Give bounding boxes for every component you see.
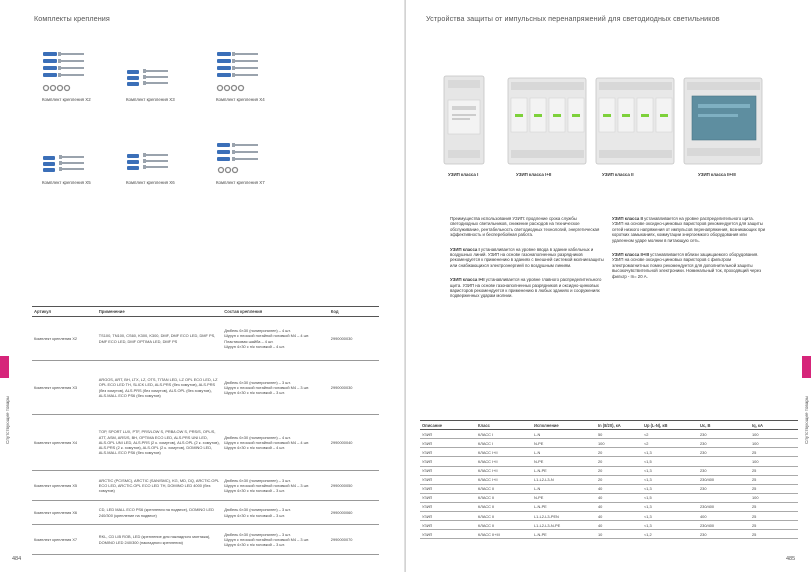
table-cell: 25 bbox=[750, 466, 798, 475]
table-cell: <1,5 bbox=[642, 493, 698, 502]
table-cell: <1,3 bbox=[642, 502, 698, 511]
table-cell: УЗИП bbox=[420, 475, 476, 484]
table-cell: 230/400 bbox=[698, 475, 750, 484]
spd-table-body bbox=[420, 430, 798, 539]
table-row bbox=[420, 475, 798, 484]
table-cell: УЗИП bbox=[420, 466, 476, 475]
composition-line: Шуруп с плоской потайной головкой М4 – 3 шт. bbox=[224, 384, 310, 390]
kit-caption: Комплект крепления X7 bbox=[216, 180, 265, 185]
table-cell: N-PE bbox=[532, 457, 596, 466]
paragraph bbox=[612, 216, 766, 243]
table-cell: УЗИП bbox=[420, 521, 476, 530]
article-cell: Комплект крепления X5 bbox=[32, 471, 97, 501]
column-header: Uc, В bbox=[698, 421, 750, 430]
table-cell: L-N-PE bbox=[532, 502, 596, 511]
kit-x4-image bbox=[216, 48, 286, 98]
application-cell: ARCTIC (PC/SMC), ARCTIC (SAN/SMC), KG, MD, DQ, ARCTIC.OPL ECO LED, ARCTIC.OPL ECO LED TH, DOMINO LED 4000 (без хомутов) bbox=[97, 471, 222, 501]
composition-line: Дюбель 6×30 (полипропилен) – 3 шт. bbox=[224, 507, 291, 513]
column-header: Применение bbox=[97, 307, 222, 317]
table-cell: <1,5 bbox=[642, 457, 698, 466]
kit-x2-image bbox=[42, 48, 112, 98]
device-label: УЗИП класса I+II bbox=[516, 172, 552, 177]
kit-x2 bbox=[42, 48, 137, 118]
table-cell bbox=[698, 493, 750, 502]
table-cell: L-N bbox=[532, 430, 596, 439]
composition-cell bbox=[222, 501, 329, 525]
table-cell: 230/400 bbox=[698, 521, 750, 530]
kit-caption: Комплект крепления X3 bbox=[126, 97, 175, 102]
table-cell: L-N bbox=[532, 448, 596, 457]
kit-x7-image bbox=[216, 140, 286, 180]
table-cell: 40 bbox=[596, 484, 642, 493]
article-cell: Комплект крепления X4 bbox=[32, 415, 97, 471]
table-cell: 100 bbox=[750, 430, 798, 439]
table-cell: 40 bbox=[596, 521, 642, 530]
column-header: Iq, кА bbox=[750, 421, 798, 430]
table-cell: 25 bbox=[750, 530, 798, 539]
table-cell: КЛАСС I+II bbox=[476, 448, 532, 457]
code-cell: 2990000050 bbox=[329, 471, 379, 501]
table-cell: <1,3 bbox=[642, 484, 698, 493]
table-cell bbox=[698, 457, 750, 466]
device-class-1-image bbox=[442, 72, 488, 168]
table-cell: 230 bbox=[698, 484, 750, 493]
table-cell: 230 bbox=[698, 439, 750, 448]
kit-caption: Комплект крепления X6 bbox=[126, 180, 175, 185]
table-cell: УЗИП bbox=[420, 448, 476, 457]
composition-line: Шуруп 4×30 с п/к головкой – 4 шт. bbox=[224, 445, 285, 451]
column-header: Класс bbox=[476, 421, 532, 430]
table-cell: 100 bbox=[750, 457, 798, 466]
table-cell: L1-L2-L3-PEN bbox=[532, 512, 596, 521]
column-header: Описание bbox=[420, 421, 476, 430]
composition-line: Шуруп 4×30 с п/к головкой – 3 шт. bbox=[224, 488, 285, 494]
device-class-1-2-image bbox=[506, 74, 588, 168]
column-header: In (8/20), кА bbox=[596, 421, 642, 430]
table-row bbox=[420, 502, 798, 511]
table-cell: КЛАСС II bbox=[476, 502, 532, 511]
table-cell: 25 bbox=[750, 512, 798, 521]
table-cell: <1,3 bbox=[642, 448, 698, 457]
column-header: Состав крепления bbox=[222, 307, 329, 317]
device-label: УЗИП класса I bbox=[448, 172, 479, 177]
table-cell: КЛАСС I+II bbox=[476, 475, 532, 484]
left-page bbox=[0, 0, 405, 572]
table-cell: КЛАСС II bbox=[476, 484, 532, 493]
kit-x5-image bbox=[42, 152, 112, 182]
table-cell: 25 bbox=[750, 521, 798, 530]
composition-line: Дюбель 6×30 (полипропилен) – 3 шт. bbox=[224, 531, 291, 537]
paragraph-body: устанавливается на уровне распределительного щита. УЗИП на основе оксидно-цинковых варисторов рекомендуется для защиты сетей низкого напряжения от импульсов перенапряжения, возникающих при коротких замыканиях, коммутации энергоемкого оборудования или удаленном ударе молнии в питающую сеть. bbox=[612, 216, 766, 243]
table-row bbox=[420, 457, 798, 466]
composition-line: Шуруп с плоской потайной головкой М4 – 3 шт. bbox=[224, 482, 310, 488]
text-column-right bbox=[612, 216, 766, 279]
paragraph-lead: УЗИП класса I+II bbox=[450, 277, 485, 283]
device-label: УЗИП класса II+III bbox=[698, 172, 736, 177]
table-cell: 230/400 bbox=[698, 502, 750, 511]
table-cell: 25 bbox=[750, 448, 798, 457]
article-cell: Комплект крепления X3 bbox=[32, 361, 97, 415]
table-cell: N-PE bbox=[532, 493, 596, 502]
table-row bbox=[32, 415, 379, 471]
application-cell: TOP, SPORT LUX, PTF, PRS/LOW S, PRB/LOW S, PRS/S, OPL/S, ATT, ASM, ARS/S, BH, OPTIMA ECO LED, ALS.PRS UNI LED, ALS.OPL UNI LED, ALS.PRS (2 к. хомутов), ALS.OPL (2 к. хомутов), ALS.PRS (2 к. хомутов), ALS.OPL (2 к. хомутов), DOMINO LED, ALS.MALL ECO PS6 (без хомутов) bbox=[97, 415, 222, 471]
table-cell: <1,3 bbox=[642, 521, 698, 530]
table-cell: L-N-PE bbox=[532, 466, 596, 475]
paragraph-body: устанавливается на уровне главного распределительного щита. УЗИП на основе газонаполненных разрядников и оксидно-цинковых варисторов рекомендуется к применению в любых зданиях и сооружениях подверженных ударам молнии. bbox=[450, 277, 602, 299]
composition-line: Дюбель 6×30 (полипропилен) – 4 шт. bbox=[224, 434, 291, 440]
kit-x4 bbox=[216, 48, 311, 118]
table-cell: КЛАСС II bbox=[476, 512, 532, 521]
article-cell: Комплект крепления X2 bbox=[32, 317, 97, 361]
composition-line: Шуруп с плоской потайной головкой М4 – 4 шт. bbox=[224, 333, 310, 339]
paragraph bbox=[612, 252, 766, 279]
composition-cell bbox=[222, 415, 329, 471]
table-cell: 230 bbox=[698, 530, 750, 539]
device-label: УЗИП класса II bbox=[602, 172, 634, 177]
page-number: 484 bbox=[12, 556, 22, 562]
composition-line: Шуруп 4×30 с п/к головкой – 4 шт. bbox=[224, 343, 285, 349]
application-cell: CD, LED MALL ECO PS6 (крепления на подвесе), DOMINO LED 240/300 (крепление на подвесе) bbox=[97, 501, 222, 525]
paragraph bbox=[450, 247, 606, 269]
article-cell: Комплект крепления X7 bbox=[32, 525, 97, 555]
paragraph-lead: УЗИП класса II+III bbox=[612, 252, 649, 258]
table-cell: УЗИП bbox=[420, 430, 476, 439]
composition-line: Шуруп 4×30 с п/к головкой – 3 шт. bbox=[224, 512, 285, 518]
table-cell: 20 bbox=[596, 475, 642, 484]
table-cell: 50 bbox=[596, 430, 642, 439]
column-header: Исполнение bbox=[532, 421, 596, 430]
code-cell: 2990000060 bbox=[329, 501, 379, 525]
table-row bbox=[32, 317, 379, 361]
composition-line: Дюбель 6×30 (полипропилен) – 4 шт. bbox=[224, 328, 291, 334]
table-cell: 230 bbox=[698, 466, 750, 475]
side-section-label: Спутствующие товары bbox=[5, 395, 10, 444]
table-row bbox=[32, 501, 379, 525]
table-cell: УЗИП bbox=[420, 530, 476, 539]
kits-table bbox=[32, 306, 379, 555]
table-cell: 40 bbox=[596, 502, 642, 511]
table-cell: L-N bbox=[532, 484, 596, 493]
table-row bbox=[420, 493, 798, 502]
table-row bbox=[420, 530, 798, 539]
table-cell: КЛАСС I+II bbox=[476, 466, 532, 475]
table-cell: КЛАСС I bbox=[476, 439, 532, 448]
column-header: Up (L-N), кВ bbox=[642, 421, 698, 430]
device-class-2-3-image bbox=[682, 74, 764, 168]
table-cell: КЛАСС II bbox=[476, 493, 532, 502]
table-cell: 25 bbox=[750, 484, 798, 493]
kit-x6-image bbox=[126, 150, 196, 180]
table-cell: 100 bbox=[750, 439, 798, 448]
device-class-2-image bbox=[594, 74, 676, 168]
composition-line: Шуруп с плоской потайной головкой М4 – 4 шт. bbox=[224, 439, 310, 445]
table-row bbox=[420, 512, 798, 521]
paragraph bbox=[450, 277, 606, 299]
table-cell: 100 bbox=[750, 493, 798, 502]
section-tab-marker bbox=[0, 356, 9, 378]
table-cell: 230 bbox=[698, 448, 750, 457]
table-cell: <1,3 bbox=[642, 512, 698, 521]
page-number: 485 bbox=[786, 556, 796, 562]
code-cell: 2990000040 bbox=[329, 415, 379, 471]
table-cell: <1,3 bbox=[642, 475, 698, 484]
composition-line: Шуруп 4×30 с п/к головкой – 3 шт. bbox=[224, 542, 285, 548]
composition-line: Шуруп 4×30 с п/к головкой – 3 шт. bbox=[224, 390, 285, 396]
column-header: Код bbox=[329, 307, 379, 317]
table-row bbox=[420, 430, 798, 439]
left-page-title: Комплекты крепления bbox=[34, 14, 110, 23]
composition-line: Дюбель 6×30 (полипропилен) – 3 шт. bbox=[224, 477, 291, 483]
table-header-row bbox=[420, 421, 798, 430]
table-cell: УЗИП bbox=[420, 439, 476, 448]
table-row bbox=[420, 484, 798, 493]
side-section-label: Спутствующие товары bbox=[804, 395, 809, 444]
application-cell: ARGOS, ART, BH, LTX, LZ, OTS, TITAN LED, LZ OPL ECO LED, LZ OPL ECO LED TH, SLICK LED, ALS.PRS (без хомутов), ALS.PRS (без хомутов), ALS.PRS (без хомутов), ALS.OPL (без хомутов), ALS.MALL ECO PS6 (без хомутов) bbox=[97, 361, 222, 415]
section-tab-marker bbox=[802, 356, 811, 378]
kit-x7 bbox=[216, 140, 311, 210]
table-cell: <1,2 bbox=[642, 530, 698, 539]
kit-x3-image bbox=[126, 66, 196, 96]
table-cell: УЗИП bbox=[420, 484, 476, 493]
table-cell: КЛАСС I bbox=[476, 430, 532, 439]
table-cell: <1,3 bbox=[642, 466, 698, 475]
composition-line: Пластиковая шайба – 4 шт. bbox=[224, 338, 274, 344]
paragraph: Преимущества использования УЗИП: продление срока службы светодиодных светильников, снижение расходов на техническое обслуживание, рентабельность светодиодных технологий, энергетическая эффективность и бесперебойная работа. bbox=[450, 216, 600, 238]
table-cell: L1-L2-L3-N bbox=[532, 475, 596, 484]
kit-caption: Комплект крепления X4 bbox=[216, 97, 265, 102]
table-cell: 400 bbox=[698, 512, 750, 521]
table-row bbox=[32, 525, 379, 555]
table-cell: <2 bbox=[642, 430, 698, 439]
composition-cell bbox=[222, 471, 329, 501]
table-row bbox=[32, 471, 379, 501]
table-cell: 20 bbox=[596, 448, 642, 457]
table-cell: 100 bbox=[596, 439, 642, 448]
table-cell: КЛАСС II bbox=[476, 521, 532, 530]
table-cell: УЗИП bbox=[420, 457, 476, 466]
composition-line: Дюбель 6×30 (полипропилен) – 3 шт. bbox=[224, 379, 291, 385]
article-cell: Комплект крепления X6 bbox=[32, 501, 97, 525]
table-cell: L1-L2-L3-N-PE bbox=[532, 521, 596, 530]
table-cell: УЗИП bbox=[420, 493, 476, 502]
table-cell: 25 bbox=[750, 475, 798, 484]
table-cell: КЛАСС II+III bbox=[476, 530, 532, 539]
table-cell: УЗИП bbox=[420, 502, 476, 511]
code-cell: 2990000030 bbox=[329, 361, 379, 415]
table-row bbox=[420, 448, 798, 457]
table-header-row bbox=[32, 307, 379, 317]
table-cell: 40 bbox=[596, 512, 642, 521]
text-column-left bbox=[450, 216, 606, 299]
kit-x3 bbox=[126, 66, 221, 136]
table-cell: 10 bbox=[596, 530, 642, 539]
kit-caption: Комплект крепления X5 bbox=[42, 180, 91, 185]
composition-cell bbox=[222, 525, 329, 555]
table-row bbox=[32, 361, 379, 415]
table-cell: N-PE bbox=[532, 439, 596, 448]
table-row bbox=[420, 521, 798, 530]
paragraph-body: устанавливается вблизи защищаемого оборудования. УЗИП на основе оксидно-цинковых варисторов с фильтром электромагнитных помех рекомендуется для дополнительной защиты высокочувствительной электроники. Номинальный ток, проходящий через фильтр - In= 20 А. bbox=[612, 252, 762, 279]
paragraph-lead: УЗИП класса I bbox=[450, 246, 480, 252]
table-cell: УЗИП bbox=[420, 512, 476, 521]
right-page-title: Устройства защиты от импульсных перенапряжений для светодиодных светильников bbox=[426, 14, 720, 23]
composition-line: Шуруп с плоской потайной головкой М4 – 3 шт. bbox=[224, 536, 310, 542]
code-cell: 2990000030 bbox=[329, 317, 379, 361]
spd-specs-table bbox=[420, 420, 798, 539]
table-cell: 230 bbox=[698, 430, 750, 439]
table-row bbox=[420, 439, 798, 448]
composition-cell bbox=[222, 361, 329, 415]
table-cell: 25 bbox=[750, 502, 798, 511]
kit-x6 bbox=[126, 150, 221, 220]
table-row bbox=[420, 466, 798, 475]
table-cell: КЛАСС I+II bbox=[476, 457, 532, 466]
column-header: Артикул bbox=[32, 307, 97, 317]
table-cell: L-N-PE bbox=[532, 530, 596, 539]
application-cell: TS100, TN100, CS60, K300, K300, DMF, DMF ECO LED, DMF PS, DMF ECO LED, DMF OPTIMA LED, DMF PS bbox=[97, 317, 222, 361]
paragraph-lead: УЗИП класса II bbox=[612, 216, 643, 221]
table-cell: 20 bbox=[596, 466, 642, 475]
table-cell: <2 bbox=[642, 439, 698, 448]
kit-caption: Комплект крепления X2 bbox=[42, 97, 91, 102]
table-cell: 40 bbox=[596, 493, 642, 502]
code-cell: 2990000070 bbox=[329, 525, 379, 555]
table-cell: 20 bbox=[596, 457, 642, 466]
kit-x5 bbox=[42, 152, 137, 222]
composition-cell bbox=[222, 317, 329, 361]
application-cell: RKL, CD LIB ROB, LED (крепление для накладного монтажа), DOMINO LED 240/300 (накладного крепления) bbox=[97, 525, 222, 555]
paragraph-body: устанавливается на уровне ввода в здание кабельных и воздушных линий. УЗИП на основе газонаполненных разрядников рекомендуется к применению в зданиях с внешней системой молниезащиты или снабжающихся электроэнергией по воздушным линиям. bbox=[450, 246, 604, 268]
